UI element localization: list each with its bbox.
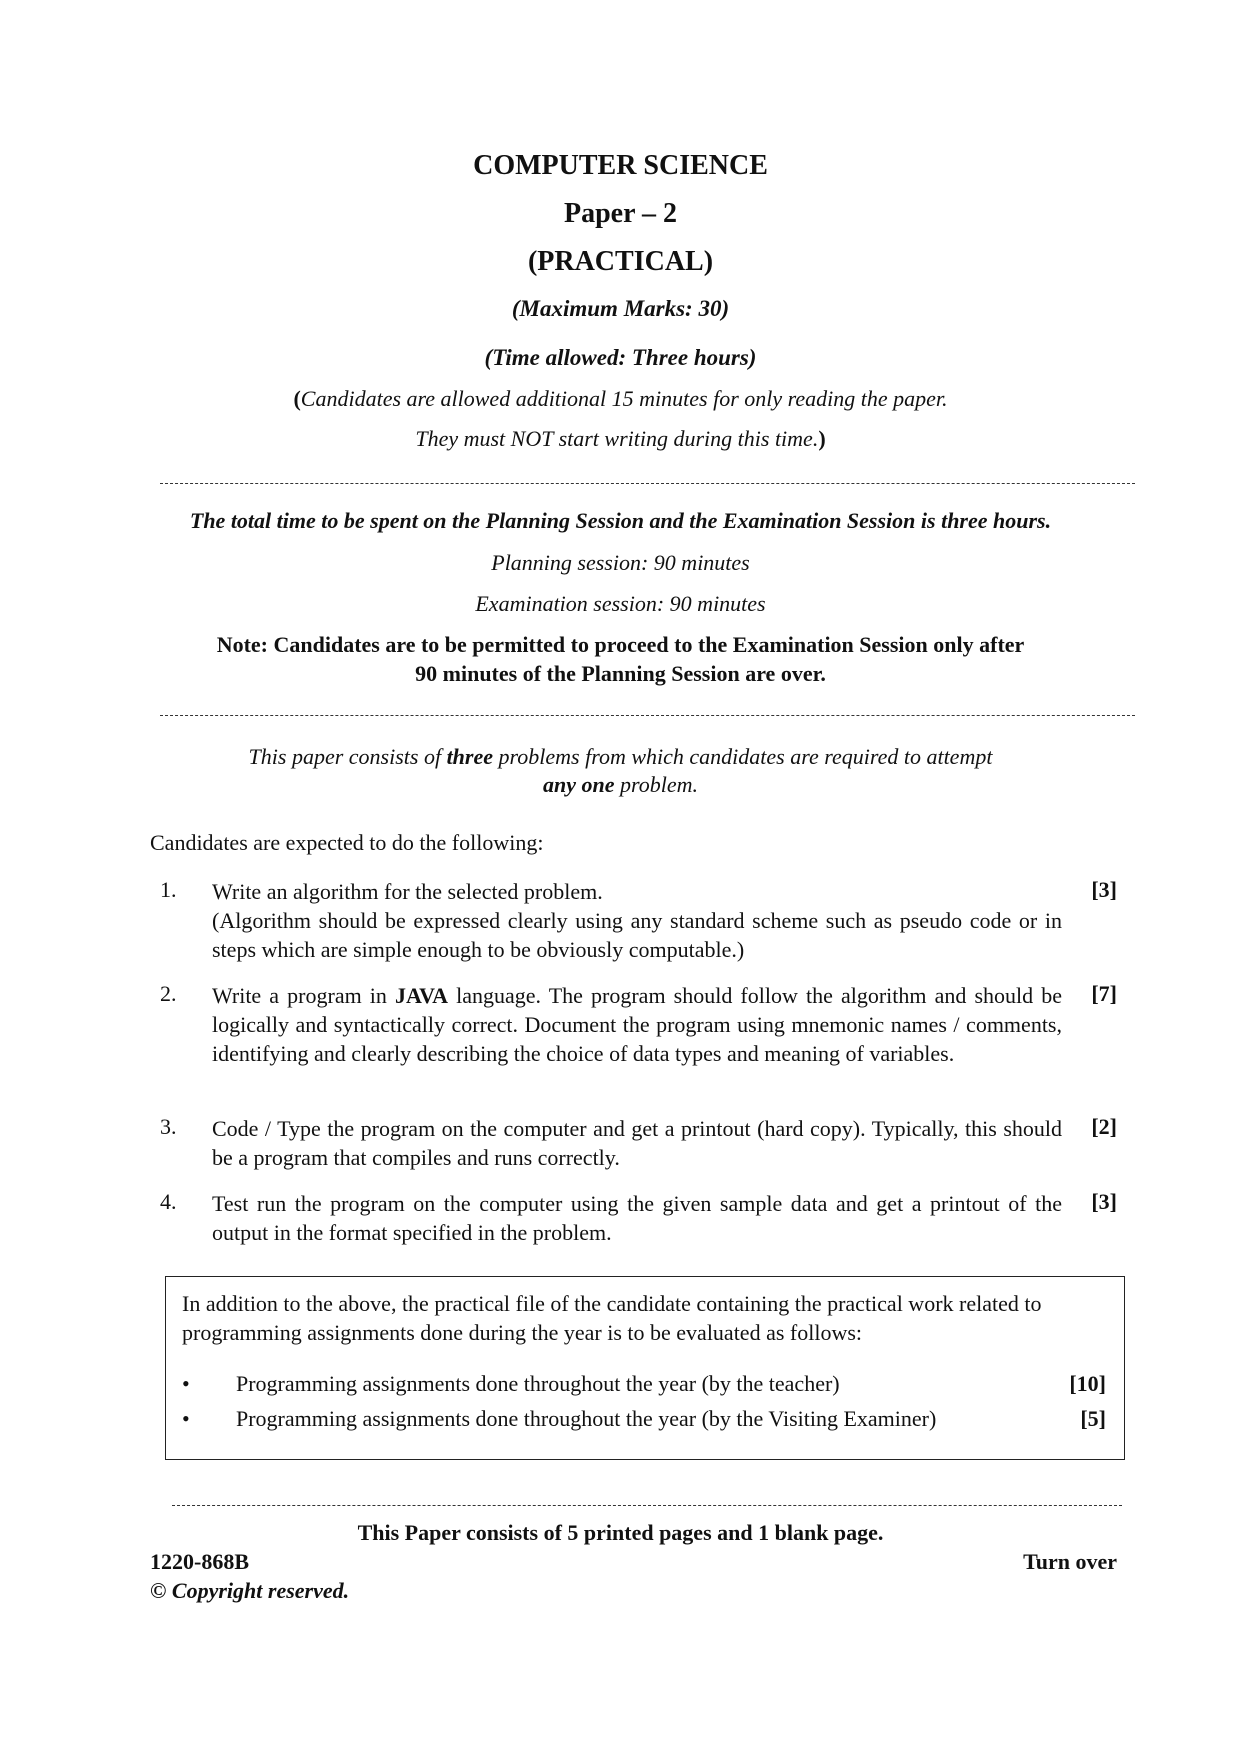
item-number: 3. xyxy=(160,1114,177,1139)
reading-note-line1 xyxy=(0,386,1241,412)
problems-info-line1 xyxy=(0,744,1241,770)
reading-note-line2 xyxy=(0,426,1241,452)
bullet-text: Programming assignments done throughout the year (by the teacher) xyxy=(236,1371,840,1396)
problems-info-b: problems from which candidates are required to attempt xyxy=(493,744,993,769)
problems-info-a: This paper consists of xyxy=(248,744,447,769)
divider-1 xyxy=(160,483,1135,484)
bullet-text: Programming assignments done throughout the year (by the Visiting Examiner) xyxy=(236,1406,937,1431)
item-mark: [7] xyxy=(1091,981,1117,1006)
divider-2 xyxy=(160,715,1135,716)
paper-number: Paper – 2 xyxy=(563,198,678,229)
paper-type: (PRACTICAL) xyxy=(527,246,714,277)
bullet-icon: • xyxy=(182,1406,190,1431)
note-line2: 90 minutes of the Planning Session are over. xyxy=(415,661,826,686)
time-allowed: (Time allowed: Three hours) xyxy=(484,345,757,370)
item-2-b: language. The program should follow the algorithm and should be logically and syntactically correct. Document the program using mnemonic names / comments, identifying and clearly describing the choice of data types and meaning of variables. xyxy=(212,983,1062,1066)
subject-title: COMPUTER SCIENCE xyxy=(473,150,768,181)
item-text xyxy=(212,877,1062,964)
turn-over: Turn over xyxy=(1023,1549,1117,1574)
practical-file-box xyxy=(165,1276,1125,1460)
reading-note-close-paren: ) xyxy=(818,426,826,451)
pages-statement: This Paper consists of 5 printed pages and 1 blank page. xyxy=(357,1520,884,1545)
item-2-a: Write a program in xyxy=(212,983,396,1008)
item-1-rest: (Algorithm should be expressed clearly using any standard scheme such as pseudo code or in steps which are simple enough to be obviously computable.) xyxy=(212,908,1062,962)
item-number: 1. xyxy=(160,877,177,902)
problems-info-line2 xyxy=(0,772,1241,798)
bullet-icon: • xyxy=(182,1371,190,1396)
item-mark: [2] xyxy=(1091,1114,1117,1139)
paper-code: 1220-868B xyxy=(150,1549,249,1574)
item-number: 4. xyxy=(160,1189,177,1214)
problems-info-three: three xyxy=(446,744,494,769)
item-number: 2. xyxy=(160,981,177,1006)
reading-note-text2: They must NOT start writing during this time. xyxy=(415,426,819,451)
item-text: Test run the program on the computer using the given sample data and get a printout of the output in the format specified in the problem. xyxy=(212,1191,1062,1245)
item-1-line1: Write an algorithm for the selected problem. xyxy=(212,879,603,904)
bullet-mark: [10] xyxy=(1069,1371,1106,1396)
divider-3 xyxy=(172,1505,1122,1506)
reading-note-open-paren: ( xyxy=(293,386,301,411)
practical-file-intro: In addition to the above, the practical file of the candidate containing the practical work related to programming assignments done during the year is to be evaluated as follows: xyxy=(182,1291,1042,1345)
problems-info-any-one: any one xyxy=(542,772,615,797)
bullet-mark: [5] xyxy=(1080,1406,1106,1431)
item-2-java: JAVA xyxy=(395,983,449,1008)
item-text xyxy=(212,981,1062,1068)
item-text: Code / Type the program on the computer and get a printout (hard copy). Typically, this should be a program that compiles and runs correctly. xyxy=(212,1116,1062,1170)
examination-session: Examination session: 90 minutes xyxy=(475,591,766,616)
problems-info-c: problem. xyxy=(614,772,698,797)
item-mark: [3] xyxy=(1091,877,1117,902)
planning-session: Planning session: 90 minutes xyxy=(491,550,750,575)
max-marks: (Maximum Marks: 30) xyxy=(511,296,730,321)
copyright: © Copyright reserved. xyxy=(150,1578,350,1603)
expectations-intro: Candidates are expected to do the following: xyxy=(150,830,544,855)
item-mark: [3] xyxy=(1091,1189,1117,1214)
total-time-statement: The total time to be spent on the Planning Session and the Examination Session is three hours. xyxy=(189,508,1052,533)
note-line1: Note: Candidates are to be permitted to proceed to the Examination Session only after xyxy=(216,632,1025,657)
reading-note-text1: Candidates are allowed additional 15 minutes for only reading the paper. xyxy=(300,386,948,411)
